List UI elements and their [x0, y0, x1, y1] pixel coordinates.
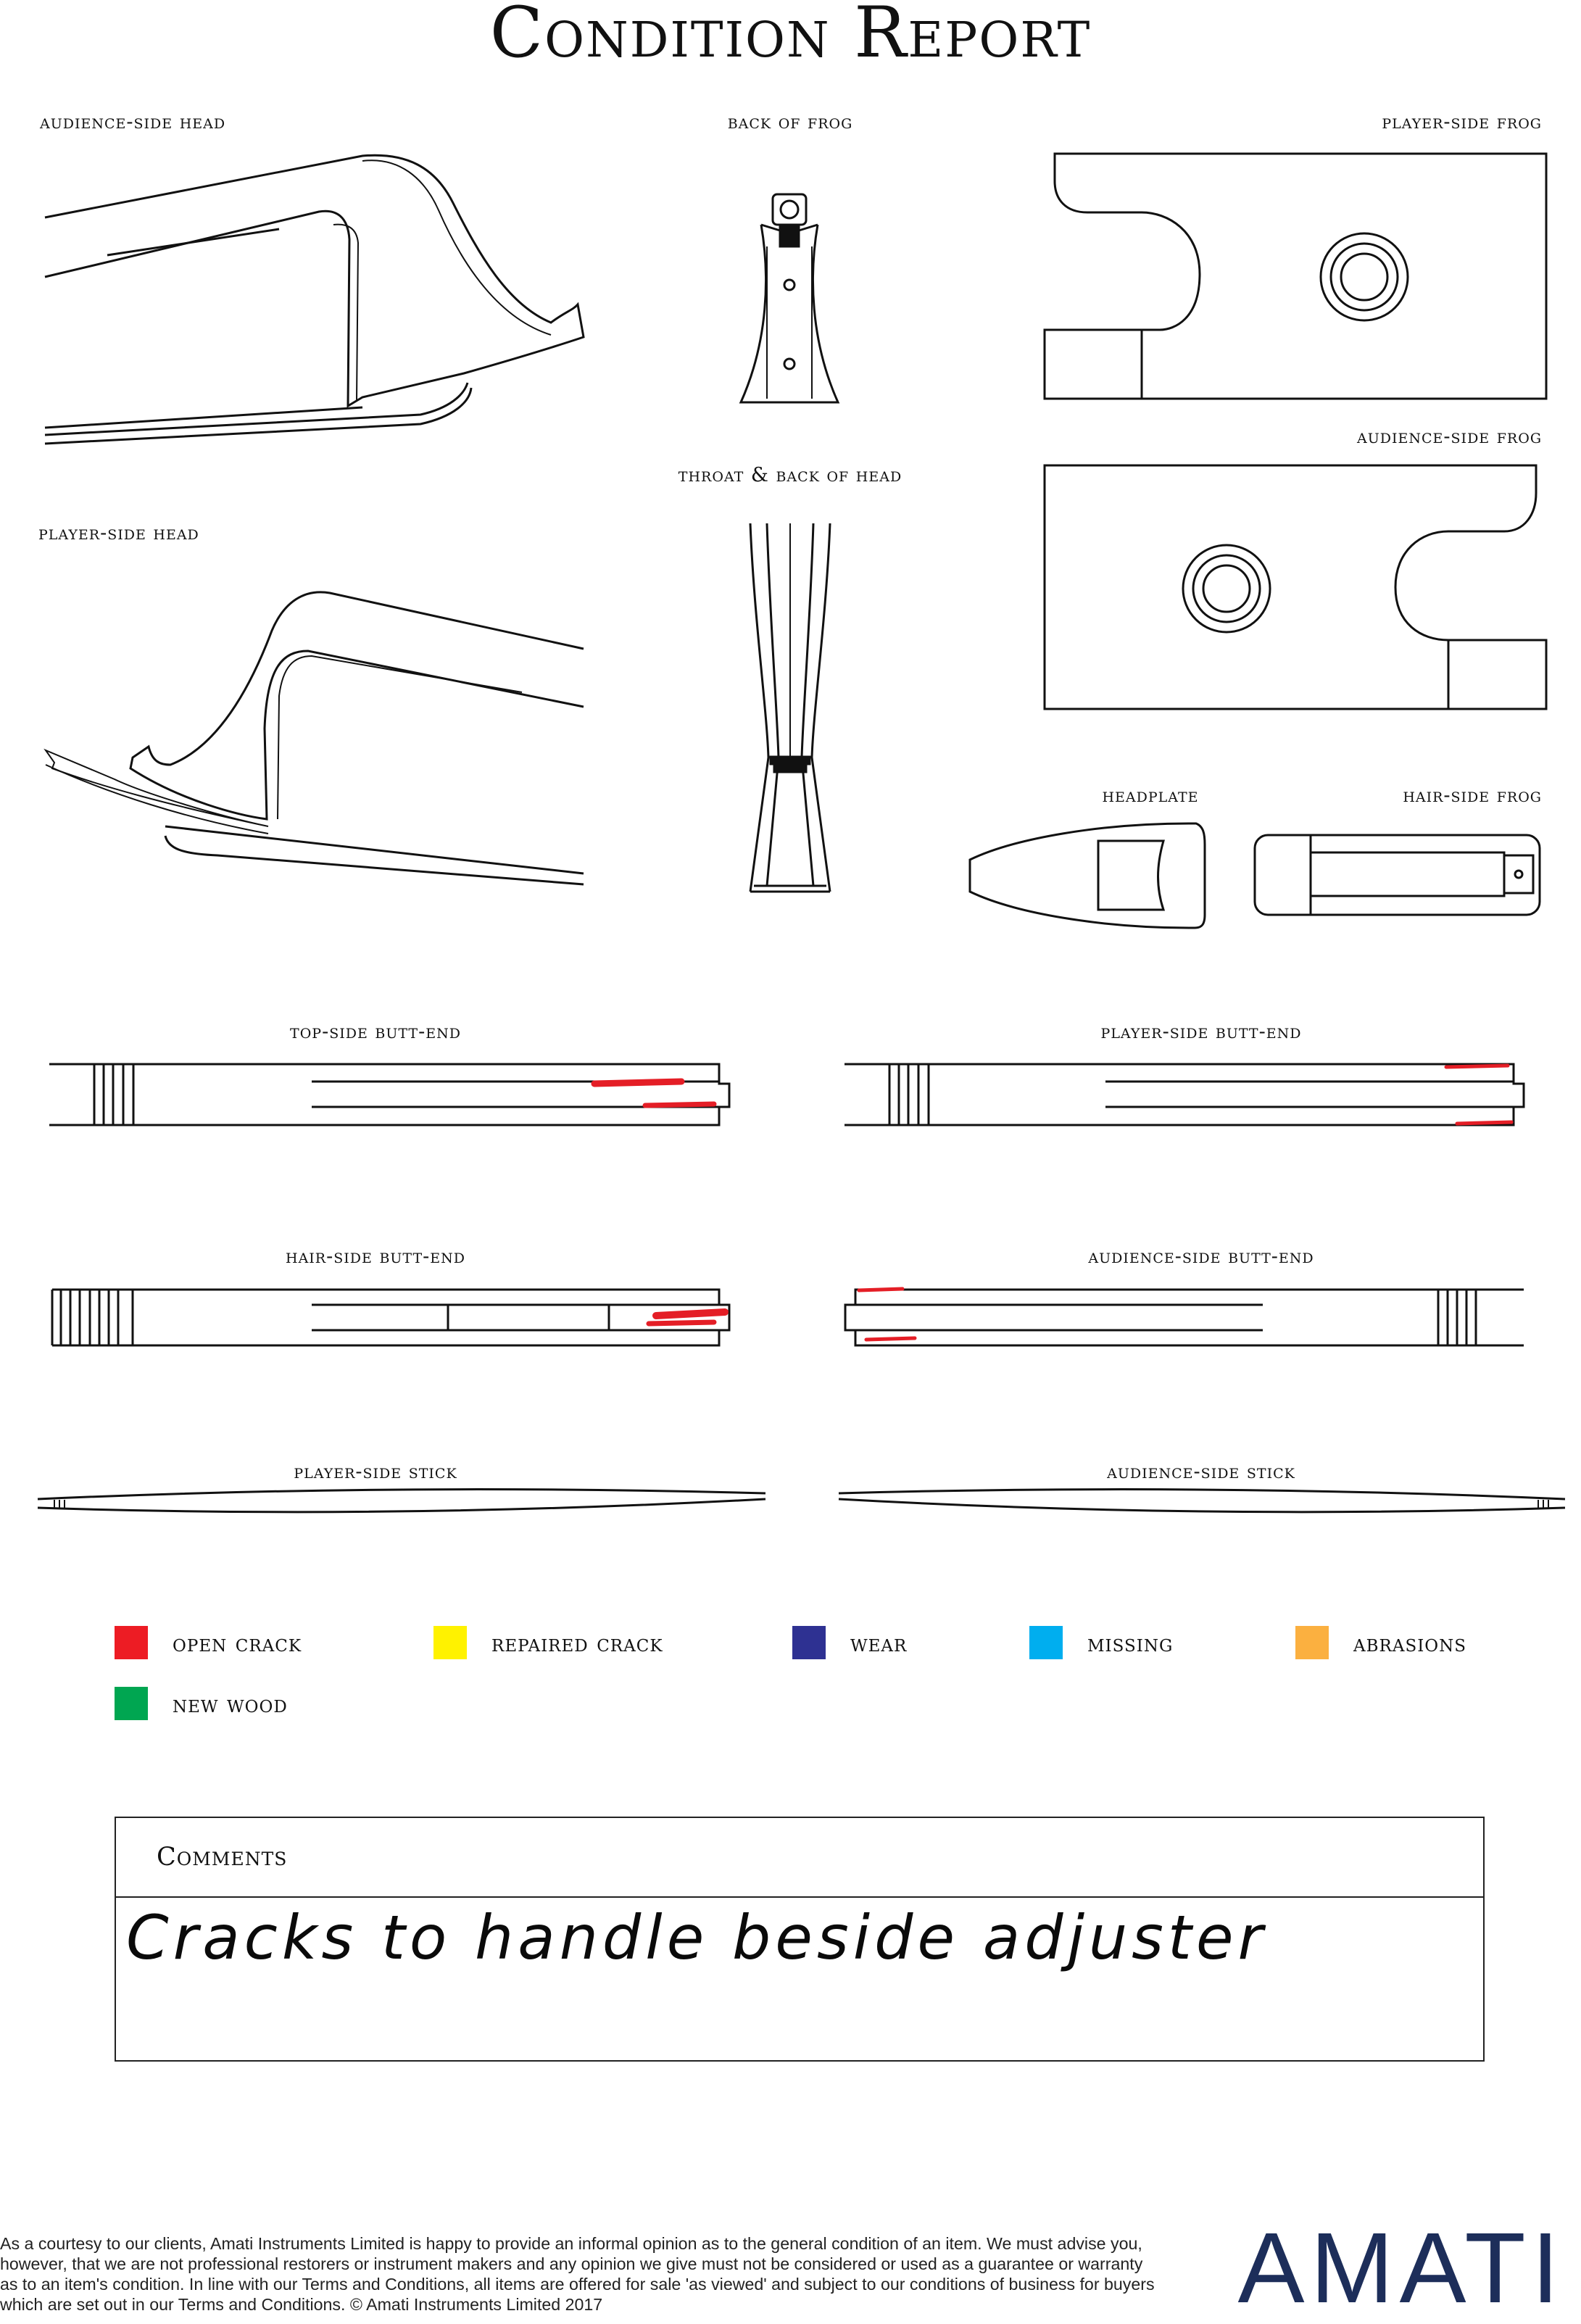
comments-text: Cracks to handle beside adjuster: [126, 1902, 1268, 1973]
player-side-head-drawing: [46, 592, 584, 884]
label-player-side-frog: player-side frog: [1382, 111, 1542, 133]
legend-swatch-blue: [792, 1626, 826, 1659]
label-player-side-stick: player-side stick: [294, 1461, 457, 1483]
disclaimer-text: As a courtesy to our clients, Amati Instruments Limited is happy to provide an informal opinion as to the general condition of an item. We must advise you, however, that we are not professional restorers or instrument makers and any opinion we give must not be considered or used as a guarantee or warranty as to an item's condition. In line with our Terms and Conditions, all items are offered for sale 'as viewed' and subject to our conditions of business for buyers which are set out in our Terms and Conditions. © Amati Instruments Limited 2017: [0, 2234, 1155, 2314]
legend-new-wood: [115, 1687, 288, 1720]
legend-repaired-crack: [433, 1626, 663, 1659]
legend-swatch-yellow: [433, 1626, 467, 1659]
comments-header: [116, 1818, 1483, 1898]
legend-label: wear: [850, 1628, 908, 1657]
legend-swatch-orange: [1295, 1626, 1329, 1659]
legend-swatch-green: [115, 1687, 148, 1720]
comments-heading: Comments: [157, 1843, 288, 1872]
audience-side-head-drawing: [45, 155, 584, 444]
comments-body: [116, 1898, 1483, 2060]
back-of-frog-drawing: [741, 194, 838, 402]
legend-open-crack: [115, 1626, 302, 1659]
label-audience-side-stick: audience-side stick: [1107, 1461, 1295, 1483]
legend-abrasions: [1295, 1626, 1466, 1659]
label-headplate: headplate: [1102, 784, 1199, 807]
player-side-butt-end-drawing: [845, 1064, 1524, 1125]
legend-wear: [792, 1626, 907, 1659]
label-audience-side-butt-end: audience-side butt-end: [1088, 1245, 1314, 1268]
label-throat-back-of-head: throat & back of head: [678, 464, 902, 486]
label-hair-side-frog: hair-side frog: [1403, 784, 1542, 807]
comments-box: [115, 1817, 1485, 2062]
legend-missing: [1029, 1626, 1173, 1659]
label-player-side-head: player-side head: [38, 522, 199, 544]
legend-label: new wood: [173, 1689, 288, 1718]
label-back-of-frog: back of frog: [727, 111, 853, 133]
player-side-frog-drawing: [1045, 154, 1546, 399]
label-audience-side-frog: audience-side frog: [1357, 426, 1542, 448]
legend-swatch-red: [115, 1626, 148, 1659]
label-audience-side-head: audience-side head: [40, 111, 226, 133]
audience-side-butt-end-drawing: [845, 1289, 1524, 1345]
throat-back-of-head-drawing: [750, 523, 830, 892]
legend-label: repaired crack: [491, 1628, 663, 1657]
hair-side-butt-end-drawing: [52, 1290, 729, 1345]
legend-swatch-cyan: [1029, 1626, 1063, 1659]
player-side-stick-drawing: [38, 1490, 765, 1512]
top-side-butt-end-drawing: [49, 1064, 729, 1125]
legend-label: open crack: [173, 1628, 302, 1657]
headplate-drawing: [970, 823, 1205, 928]
label-top-side-butt-end: top-side butt-end: [290, 1021, 461, 1043]
audience-side-stick-drawing: [839, 1490, 1565, 1512]
page-title: Condition Report: [489, 0, 1092, 73]
audience-side-frog-drawing: [1045, 465, 1546, 709]
legend-label: abrasions: [1353, 1628, 1467, 1657]
label-hair-side-butt-end: hair-side butt-end: [286, 1245, 465, 1268]
hair-side-frog-drawing: [1255, 835, 1540, 915]
label-player-side-butt-end: player-side butt-end: [1100, 1021, 1302, 1043]
legend-label: missing: [1087, 1628, 1174, 1657]
amati-logo: AMATI: [1237, 2212, 1565, 2324]
